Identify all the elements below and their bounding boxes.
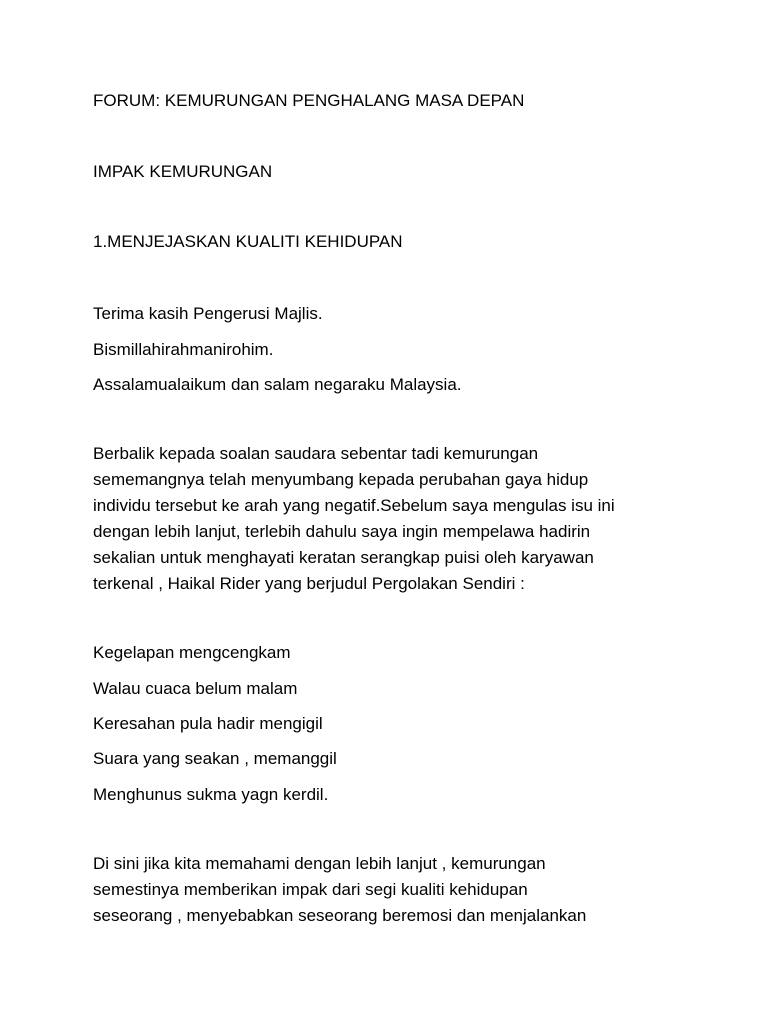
section-heading: IMPAK KEMURUNGAN: [93, 162, 273, 181]
greeting-line: Bismillahirahmanirohim.: [93, 340, 274, 359]
poem-line: Kegelapan mengcengkam: [93, 643, 291, 662]
paragraph-line: terkenal , Haikal Rider yang berjudul Pergolakan Sendiri :: [93, 574, 525, 593]
paragraph-line: semestinya memberikan impak dari segi kualiti kehidupan: [93, 880, 528, 899]
paragraph-line: individu tersebut ke arah yang negatif.Sebelum saya mengulas isu ini: [93, 496, 615, 515]
point-heading: 1.MENJEJASKAN KUALITI KEHIDUPAN: [93, 232, 403, 251]
paragraph-line: sememangnya telah menyumbang kepada perubahan gaya hidup: [93, 470, 589, 489]
body-paragraph-1: [93, 441, 693, 597]
poem-line: Suara yang seakan , memanggil: [93, 749, 337, 768]
greeting-line: Terima kasih Pengerusi Majlis.: [93, 304, 323, 323]
poem-line: Keresahan pula hadir mengigil: [93, 714, 323, 733]
paragraph-line: Di sini jika kita memahami dengan lebih lanjut , kemurungan: [93, 854, 546, 873]
paragraph-line: dengan lebih lanjut, terlebih dahulu saya ingin mempelawa hadirin: [93, 522, 591, 541]
poem-line: Menghunus sukma yagn kerdil.: [93, 785, 329, 804]
greeting-line: Assalamualaikum dan salam negaraku Malaysia.: [93, 375, 462, 394]
paragraph-line: Berbalik kepada soalan saudara sebentar tadi kemurungan: [93, 444, 539, 463]
poem-line: Walau cuaca belum malam: [93, 679, 298, 698]
paragraph-line: seseorang , menyebabkan seseorang beremosi dan menjalankan: [93, 906, 587, 925]
document-title: FORUM: KEMURUNGAN PENGHALANG MASA DEPAN: [93, 91, 525, 110]
body-paragraph-2: [93, 851, 693, 929]
paragraph-line: sekalian untuk menghayati keratan serangkap puisi oleh karyawan: [93, 548, 594, 567]
